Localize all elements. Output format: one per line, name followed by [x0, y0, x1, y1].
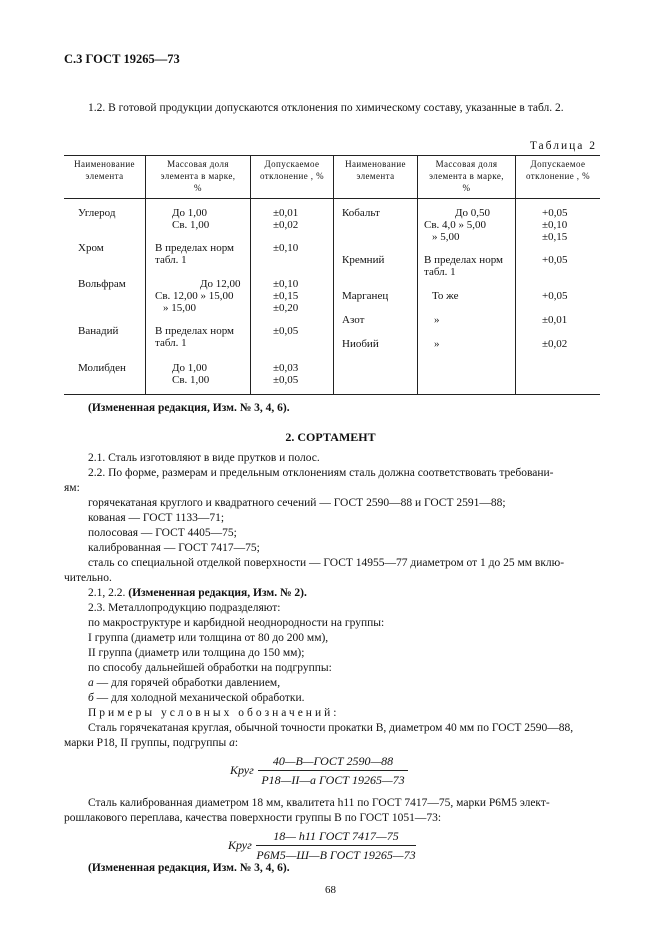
row-mass: » 5,00 — [432, 231, 460, 243]
edit-note-1: (Измененная редакция, Изм. № 3, 4, 6). — [88, 402, 290, 414]
row-mass: табл. 1 — [155, 254, 187, 266]
body-line: кованая — ГОСТ 1133—71; — [88, 512, 225, 524]
row-deviation: ±0,15 — [542, 231, 568, 243]
body-line: ям: — [64, 482, 80, 494]
body-line: горячекатаная круглого и квадратного сечений — ГОСТ 2590—88 и ГОСТ 2591—88; — [88, 497, 506, 509]
row-mass: В пределах норм — [424, 254, 503, 266]
table-caption: Таблица 2 — [529, 140, 597, 152]
row-name: Кобальт — [342, 207, 380, 219]
row-deviation: ±0,03 — [273, 362, 299, 374]
row-mass: До 1,00 — [172, 362, 208, 374]
th-deviation: Допускаемое отклонение , % — [260, 159, 324, 181]
page-number: 68 — [325, 884, 336, 896]
body-line: калиброванная — ГОСТ 7417—75; — [88, 542, 260, 554]
example-1-line: Сталь горячекатаная круглая, обычной точности прокатки В, диаметром 40 мм по ГОСТ 2590—88, — [88, 722, 574, 734]
row-mass: » — [434, 338, 440, 350]
row-deviation: ±0,01 — [542, 314, 568, 326]
formula-denominator: Р6М5—Ш—В ГОСТ 19265—73 — [256, 848, 416, 862]
row-mass: табл. 1 — [155, 337, 187, 349]
body-line: а — для горячей обработки давлением, — [88, 677, 281, 689]
body-line: I группа (диаметр или толщина от 80 до 200 мм), — [88, 632, 329, 644]
body-line: чительно. — [64, 572, 112, 584]
intro-paragraph — [64, 100, 599, 116]
example-2-line: рошлакового переплава, качества поверхности группы В по ГОСТ 1051—73: — [64, 812, 442, 824]
row-deviation: ±0,20 — [273, 302, 299, 314]
row-deviation: +0,05 — [542, 290, 568, 302]
row-mass: табл. 1 — [424, 266, 456, 278]
edit-note-2: 2.1, 2.2. (Измененная редакция, Изм. № 2). — [88, 587, 307, 599]
row-mass: Св. 4,0 » 5,00 — [424, 219, 487, 231]
row-mass: До 1,00 — [172, 207, 208, 219]
body-line: б — для холодной механической обработки. — [88, 692, 305, 704]
row-mass: То же — [432, 290, 459, 302]
intro-line-1: 1.2. В готовой продукции допускаются отклонения по химическому составу, указанные в — [88, 102, 525, 114]
body-line: II группа (диаметр или толщина до 150 мм); — [88, 647, 305, 659]
intro-line-2: табл. 2. — [527, 102, 564, 114]
row-mass: Св. 1,00 — [172, 219, 210, 231]
row-mass: В пределах норм — [155, 242, 234, 254]
body-line: 2.3. Металлопродукцию подразделяют: — [88, 602, 281, 614]
row-name: Марганец — [342, 290, 389, 302]
page-header: С.3 ГОСТ 19265—73 — [64, 52, 180, 66]
formula-label: Круг — [228, 838, 252, 852]
body-line: 2.1. Сталь изготовляют в виде прутков и полос. — [88, 452, 320, 464]
body-line: сталь со специальной отделкой поверхности — ГОСТ 14955—77 диаметром от 1 до 25 мм вклю- — [88, 557, 565, 569]
example-2-line: Сталь калиброванная диаметром 18 мм, квалитета h11 по ГОСТ 7417—75, марки Р6М5 элект- — [88, 797, 550, 809]
th-deviation-2: Допускаемое отклонение , % — [526, 159, 590, 181]
row-name: Ниобий — [342, 338, 379, 350]
row-deviation: ±0,02 — [273, 219, 299, 231]
th-name-2: Наименование элемента — [345, 159, 406, 181]
edit-note-3: (Измененная редакция, Изм. № 3, 4, 6). — [88, 862, 290, 874]
formula-label: Круг — [230, 763, 254, 777]
formula-numerator: 40—В—ГОСТ 2590—88 — [272, 754, 394, 768]
body-line: по способу дальнейшей обработки на подгруппы: — [88, 662, 332, 674]
row-name: Азот — [342, 314, 365, 326]
row-name: Вольфрам — [78, 278, 126, 290]
row-deviation: ±0,10 — [273, 278, 299, 290]
th-mass: Массовая доля элемента в марке, % — [160, 159, 236, 193]
row-deviation: ±0,02 — [542, 338, 568, 350]
body-line: по макроструктуре и карбидной неоднородности на группы: — [88, 617, 385, 629]
body-line: полосовая — ГОСТ 4405—75; — [88, 527, 237, 539]
row-name: Хром — [78, 242, 104, 254]
row-mass: Св. 12,00 » 15,00 — [155, 290, 234, 302]
row-deviation: ±0,05 — [273, 374, 299, 386]
section-title: 2. СОРТАМЕНТ — [285, 430, 376, 444]
row-deviation: +0,05 — [542, 207, 568, 219]
formula-numerator: 18— h11 ГОСТ 7417—75 — [273, 829, 399, 843]
row-name: Ванадий — [78, 325, 119, 337]
row-deviation: ±0,05 — [273, 325, 299, 337]
row-mass: До 0,50 — [455, 207, 491, 219]
row-deviation: +0,05 — [542, 254, 568, 266]
example-1-line: марки Р18, II группы, подгруппы а: — [64, 737, 239, 749]
th-name: Наименование элемента — [74, 159, 135, 181]
row-mass: До 12,00 — [200, 278, 241, 290]
row-mass: В пределах норм — [155, 325, 234, 337]
row-mass: » — [434, 314, 440, 326]
row-name: Молибден — [78, 362, 126, 374]
examples-title: Примеры условных обозначений: — [88, 707, 340, 719]
row-deviation: ±0,15 — [273, 290, 299, 302]
th-mass-2: Массовая доля элемента в марке, % — [429, 159, 504, 193]
row-deviation: ±0,10 — [542, 219, 568, 231]
row-name: Углерод — [78, 207, 116, 219]
row-mass: » 15,00 — [163, 302, 196, 314]
row-mass: Св. 1,00 — [172, 374, 210, 386]
row-name: Кремний — [342, 254, 385, 266]
formula-denominator: Р18—II—а ГОСТ 19265—73 — [261, 773, 405, 787]
body-line: 2.2. По форме, размерам и предельным отклонениям сталь должна соответствовать требовани- — [88, 467, 554, 479]
row-deviation: ±0,10 — [273, 242, 299, 254]
row-deviation: ±0,01 — [273, 207, 299, 219]
